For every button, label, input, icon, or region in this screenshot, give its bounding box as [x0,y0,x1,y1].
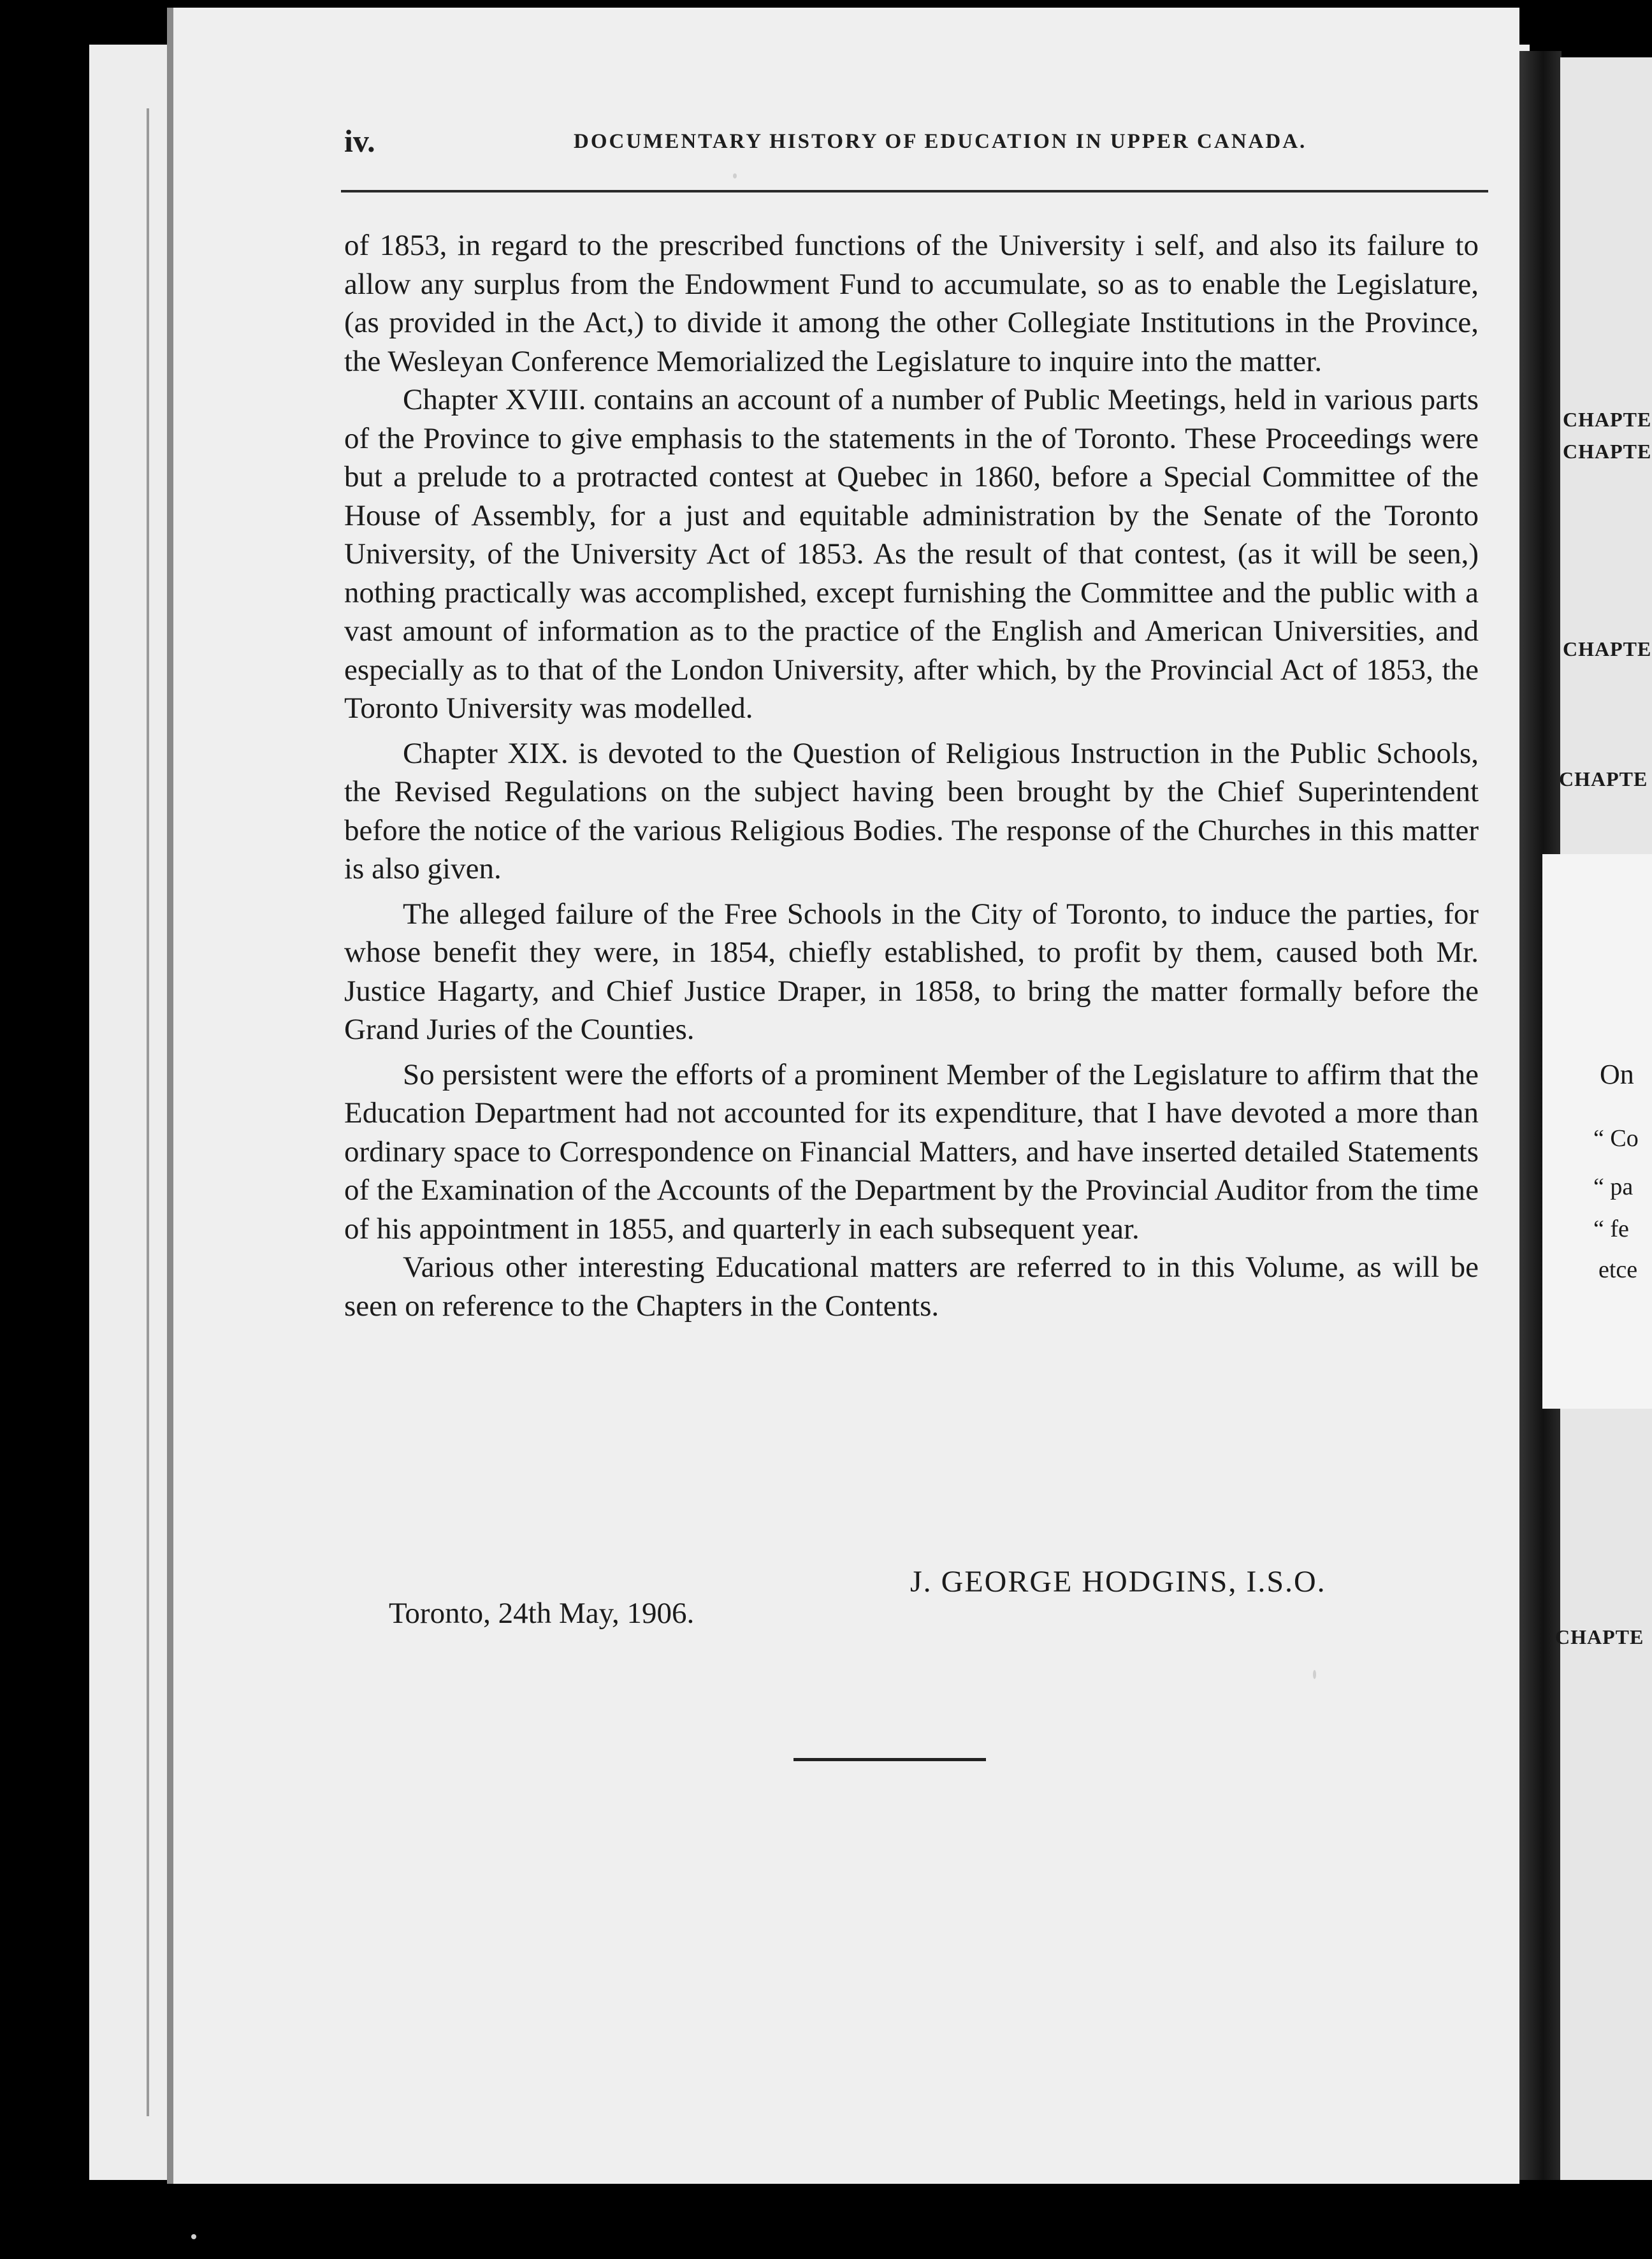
paragraph: Chapter XIX. is devoted to the Question of Religious Instruction in the Public Schools, the Revised Regulations on the subject having been brought by the Chief Superintendent before the notice of the various Religious Bodies. The response of the Churches in this matter is also given. [344,736,1479,885]
adjacent-fragment: CHAPTE [1559,767,1648,790]
adjacent-fragment: CHAPTE [1555,1625,1644,1648]
adjacent-fragment: CHAPTE [1563,440,1652,463]
paragraph: The alleged failure of the Free Schools in the City of Toronto, to induce the parties, for whose benefit they were, in 1854, chiefly established, to profit by them, caused both Mr. Justice Hagarty, and Chief Justice Draper, in 1858, to bring the matter formally before the Grand Juries of the Counties. [344,897,1479,1046]
paragraph: of 1853, in regard to the prescribed functions of the University i self, and also its failure to allow any surplus from the Endowment Fund to accumulate, so as to enable the Legislature, (as provided in the Act,) to divide it among the other Collegiate Institutions in the Province, the Wesleyan Conference Memorialized the Legislature to inquire into the matter. [344,229,1479,378]
page-number: iv. [344,123,375,159]
closing-rule [793,1758,986,1761]
paragraph: Various other interesting Educational matters are referred to in this Volume, as will be seen on reference to the Chapters in the Contents. [344,1251,1479,1323]
body-text [344,226,1479,1325]
page-edge-line [147,108,149,2116]
adjacent-fragment: CHAPTE [1563,637,1652,660]
adjacent-fragment: CHAPTE [1563,408,1652,431]
running-head: DOCUMENTARY HISTORY OF EDUCATION IN UPPER CANADA. [574,130,1307,153]
adjacent-fragment: “ fe [1593,1216,1629,1242]
author-signature: J. GEORGE HODGINS, I.S.O. [910,1565,1326,1599]
scan-speck [1313,1670,1316,1679]
adjacent-fragment: etce [1598,1256,1638,1283]
place-date: Toronto, 24th May, 1906. [389,1597,695,1630]
scan-speck [733,173,737,178]
adjacent-fragment: “ pa [1593,1173,1634,1200]
paragraph: So persistent were the efforts of a prominent Member of the Legislature to affirm that the Education Department had not accounted for its expenditure, that I have devoted a more than ordinary space to Correspondence on Financial Matters, and have inserted detailed Statements of the Examination of the Accounts of the Department by the Provincial Auditor from the time of his appointment in 1855, and quarterly in each subsequent year. [344,1057,1479,1246]
adjacent-fragment: “ Co [1593,1125,1639,1152]
adjacent-fragment: On [1600,1059,1634,1090]
header-rule [341,190,1488,192]
paragraph: Chapter XVIII. contains an account of a number of Public Meetings, held in various parts of the Province to give emphasis to the statements in the of Toronto. These Proceedings were but a prelude to a protracted contest at Quebec in 1860, before a Special Committee of the House of Assembly, for a just and equitable administration by the Senate of the Toronto University, of the University Act of 1853. As the result of that contest, (as it will be seen,) nothing practically was accomplished, except furnishing the Committee and the public with a vast amount of information as to the practice of the English and American Universities, and especially as to that of the London University, after which, by the Provincial Act of 1853, the Toronto University was modelled. [344,383,1479,725]
scan-speck [191,2234,196,2239]
